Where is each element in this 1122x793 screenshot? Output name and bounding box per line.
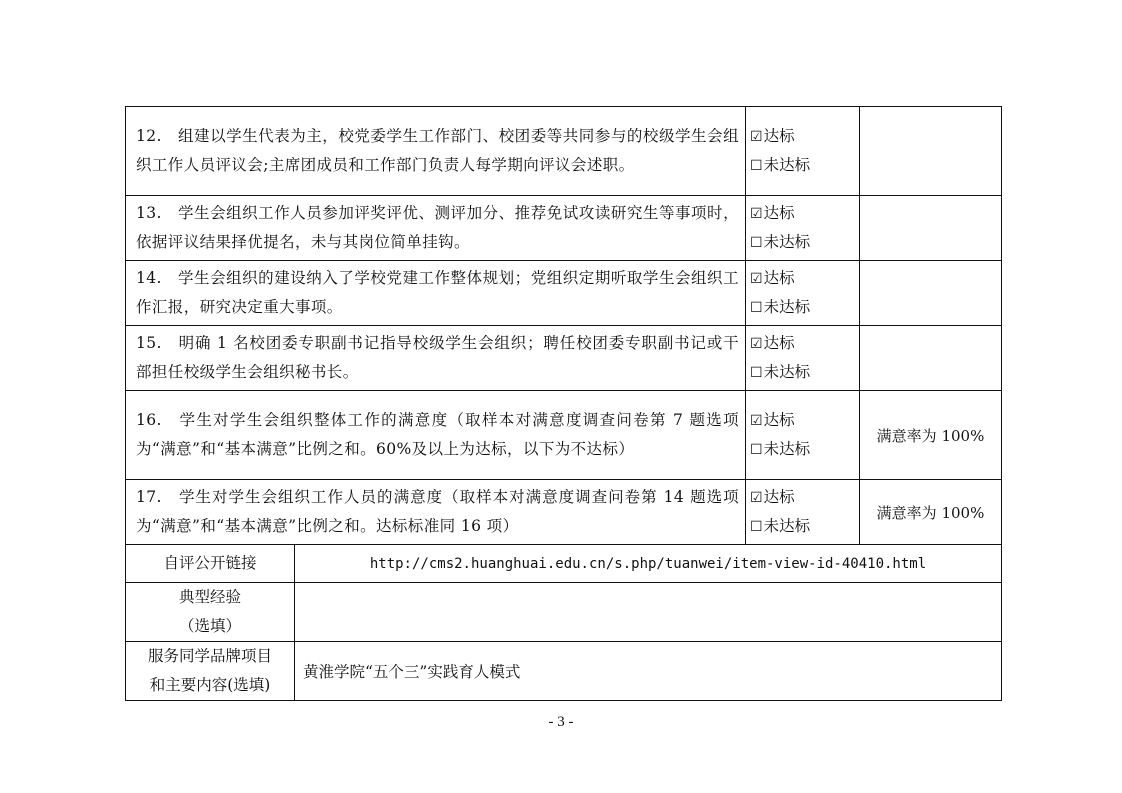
status-options [746, 391, 860, 480]
table-row [126, 326, 1002, 391]
option-unmet[interactable] [750, 228, 855, 257]
checked-box-icon: ☑ [750, 490, 763, 506]
unchecked-box-icon: ☐ [750, 365, 763, 381]
option-unmet[interactable] [750, 293, 855, 322]
option-unmet-label: 未达标 [763, 156, 811, 174]
option-met-label: 达标 [763, 334, 795, 352]
note-cell [860, 196, 1002, 261]
brand-value: 黄淮学院“五个三”实践育人模式 [295, 642, 1002, 701]
criterion-text: 14. 学生会组织的建设纳入了学校党建工作整体规划；党组织定期听取学生会组织工作汇报，研究决定重大事项。 [126, 261, 746, 326]
experience-label [126, 583, 295, 642]
checked-box-icon: ☑ [750, 129, 763, 145]
brand-row [126, 642, 1002, 701]
brand-label [126, 642, 295, 701]
experience-label-line1: 典型经验 [178, 588, 241, 606]
status-options [746, 480, 860, 545]
unchecked-box-icon: ☐ [750, 300, 763, 316]
criterion-text: 16. 学生对学生会组织整体工作的满意度（取样本对满意度调查问卷第 7 题选项为“满意”和“基本满意”比例之和。60%及以上为达标，以下为不达标） [126, 391, 746, 480]
status-options [746, 107, 860, 196]
link-row [126, 545, 1002, 583]
option-met-label: 达标 [763, 411, 795, 429]
unchecked-box-icon: ☐ [750, 158, 763, 174]
option-unmet-label: 未达标 [763, 440, 811, 458]
option-met[interactable] [750, 406, 855, 435]
experience-row [126, 583, 1002, 642]
self-evaluation-link[interactable]: http://cms2.huanghuai.edu.cn/s.php/tuanwei/item-view-id-40410.html [295, 545, 1002, 583]
option-met[interactable] [750, 483, 855, 512]
option-unmet[interactable] [750, 151, 855, 180]
option-unmet-label: 未达标 [763, 233, 811, 251]
criterion-text: 17. 学生对学生会组织工作人员的满意度（取样本对满意度调查问卷第 14 题选项为“满意”和“基本满意”比例之和。达标标准同 16 项） [126, 480, 746, 545]
option-unmet[interactable] [750, 358, 855, 387]
option-unmet[interactable] [750, 435, 855, 464]
experience-label-line2: （选填） [178, 617, 241, 635]
option-met-label: 达标 [763, 269, 795, 287]
unchecked-box-icon: ☐ [750, 235, 763, 251]
criterion-text: 12. 组建以学生代表为主，校党委学生工作部门、校团委等共同参与的校级学生会组织工作人员评议会;主席团成员和工作部门负责人每学期向评议会述职。 [126, 107, 746, 196]
option-met[interactable] [750, 122, 855, 151]
table-row [126, 480, 1002, 545]
experience-value [295, 583, 1002, 642]
option-unmet-label: 未达标 [763, 517, 811, 535]
checked-box-icon: ☑ [750, 206, 763, 222]
unchecked-box-icon: ☐ [750, 442, 763, 458]
table-row [126, 391, 1002, 480]
satisfaction-rate: 满意率为 100% [860, 391, 1002, 480]
criterion-text: 13. 学生会组织工作人员参加评奖评优、测评加分、推荐免试攻读研究生等事项时，依据评议结果择优提名，未与其岗位简单挂钩。 [126, 196, 746, 261]
checked-box-icon: ☑ [750, 413, 763, 429]
unchecked-box-icon: ☐ [750, 519, 763, 535]
checked-box-icon: ☑ [750, 336, 763, 352]
option-unmet-label: 未达标 [763, 298, 811, 316]
table-row [126, 261, 1002, 326]
option-unmet[interactable] [750, 512, 855, 541]
note-cell [860, 261, 1002, 326]
option-unmet-label: 未达标 [763, 363, 811, 381]
option-met[interactable] [750, 264, 855, 293]
option-met-label: 达标 [763, 204, 795, 222]
status-options [746, 196, 860, 261]
table-row [126, 107, 1002, 196]
evaluation-table [125, 106, 1002, 701]
checked-box-icon: ☑ [750, 271, 763, 287]
brand-label-line2: 和主要内容(选填) [149, 676, 271, 694]
status-options [746, 261, 860, 326]
criterion-text: 15. 明确 1 名校团委专职副书记指导校级学生会组织；聘任校团委专职副书记或干部担任校级学生会组织秘书长。 [126, 326, 746, 391]
satisfaction-rate: 满意率为 100% [860, 480, 1002, 545]
page-number: - 3 - [548, 714, 574, 730]
status-options [746, 326, 860, 391]
option-met-label: 达标 [763, 488, 795, 506]
link-label: 自评公开链接 [126, 545, 295, 583]
note-cell [860, 326, 1002, 391]
note-cell [860, 107, 1002, 196]
table-row [126, 196, 1002, 261]
option-met[interactable] [750, 199, 855, 228]
option-met[interactable] [750, 329, 855, 358]
brand-label-line1: 服务同学品牌项目 [147, 647, 272, 665]
option-met-label: 达标 [763, 127, 795, 145]
